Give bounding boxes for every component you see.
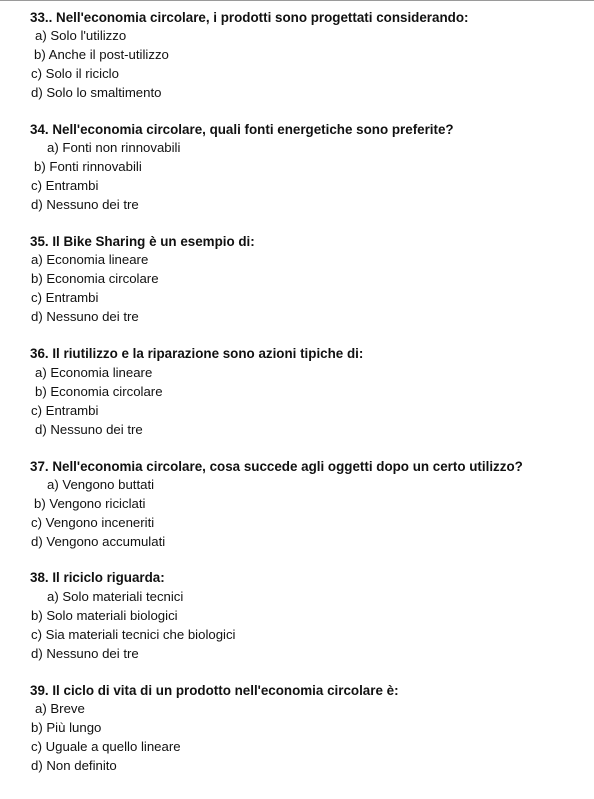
answer-option: b) Anche il post-utilizzo xyxy=(34,47,169,62)
answer-option: c) Solo il riciclo xyxy=(31,66,119,81)
question-title: 33.. Nell'economia circolare, i prodotti sono progettati considerando: xyxy=(30,10,469,25)
question-title: 34. Nell'economia circolare, quali fonti energetiche sono preferite? xyxy=(30,122,454,137)
answer-option: a) Solo materiali tecnici xyxy=(47,589,184,604)
answer-option: c) Vengono inceneriti xyxy=(31,515,155,530)
answer-option: d) Nessuno dei tre xyxy=(35,422,143,437)
answer-option: d) Non definito xyxy=(31,758,117,773)
answer-option: d) Nessuno dei tre xyxy=(31,197,139,212)
answer-option: b) Economia circolare xyxy=(31,271,159,286)
answer-option: a) Vengono buttati xyxy=(47,477,155,492)
answer-option: b) Più lungo xyxy=(31,720,102,735)
answer-option: d) Nessuno dei tre xyxy=(31,309,139,324)
question-title: 36. Il riutilizzo e la riparazione sono azioni tipiche di: xyxy=(30,346,364,361)
answer-option: d) Vengono accumulati xyxy=(31,534,166,549)
answer-option: a) Economia lineare xyxy=(35,365,153,380)
question-title: 37. Nell'economia circolare, cosa succede agli oggetti dopo un certo utilizzo? xyxy=(30,459,523,474)
answer-option: a) Economia lineare xyxy=(31,252,149,267)
answer-option: a) Fonti non rinnovabili xyxy=(47,140,181,155)
answer-option: c) Sia materiali tecnici che biologici xyxy=(31,627,236,642)
answer-option: c) Entrambi xyxy=(31,290,99,305)
answer-option: b) Fonti rinnovabili xyxy=(34,159,142,174)
answer-option: b) Vengono riciclati xyxy=(34,496,146,511)
answer-option: c) Uguale a quello lineare xyxy=(31,739,181,754)
question-title: 35. Il Bike Sharing è un esempio di: xyxy=(30,234,255,249)
question-title: 39. Il ciclo di vita di un prodotto nell'economia circolare è: xyxy=(30,683,399,698)
answer-option: a) Breve xyxy=(35,701,85,716)
answer-option: c) Entrambi xyxy=(31,178,99,193)
answer-option: a) Solo l'utilizzo xyxy=(35,28,127,43)
question-title: 38. Il riciclo riguarda: xyxy=(30,570,165,585)
top-divider xyxy=(0,0,594,1)
answer-option: d) Nessuno dei tre xyxy=(31,646,139,661)
answer-option: d) Solo lo smaltimento xyxy=(31,85,162,100)
answer-option: b) Solo materiali biologici xyxy=(31,608,178,623)
answer-option: c) Entrambi xyxy=(31,403,99,418)
answer-option: b) Economia circolare xyxy=(35,384,163,399)
